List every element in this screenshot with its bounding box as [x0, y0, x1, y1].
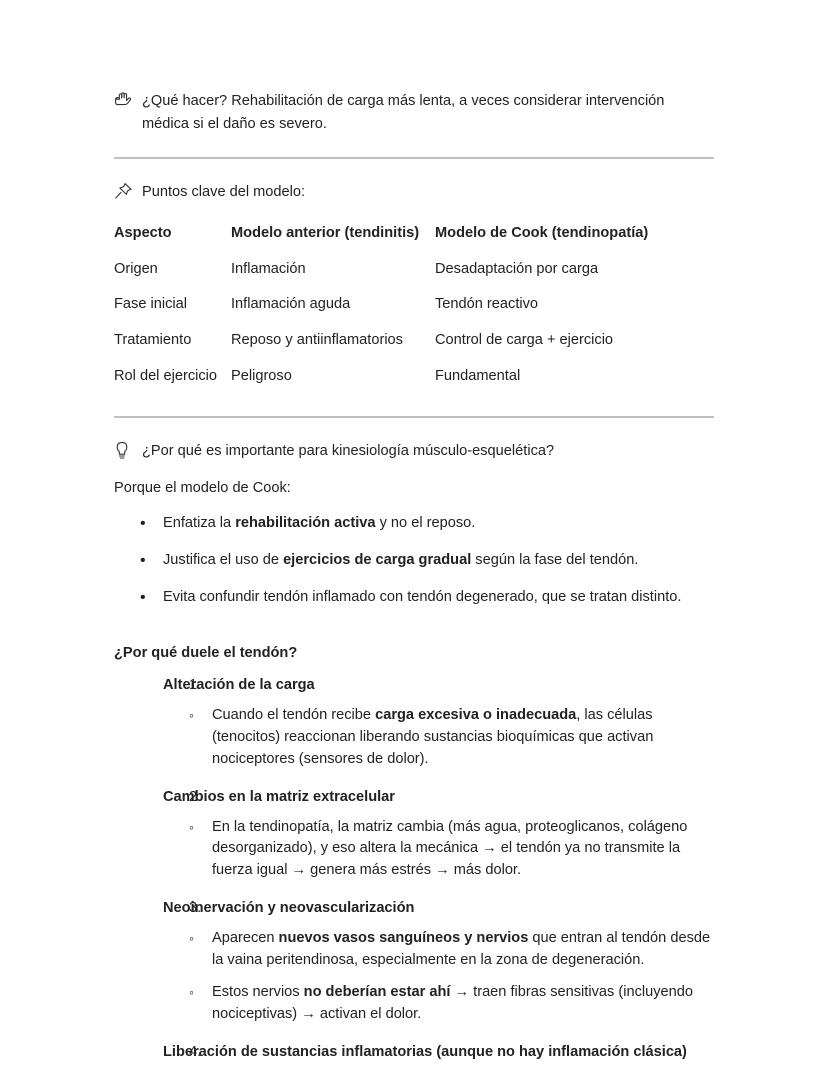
list-item: [114, 675, 714, 771]
importance-heading: ¿Por qué es importante para kinesiología músculo-esquelética?: [142, 443, 555, 460]
table-row: [114, 323, 732, 359]
list-item: [114, 513, 714, 535]
sub-text-pre: Estos nervios: [212, 983, 304, 1000]
document-body: [114, 0, 714, 1064]
numbered-item-title: Liberación de sustancias inflamatorias (aunque no hay inflamación clásica): [163, 1043, 687, 1060]
list-item: [114, 550, 714, 572]
table-cell: Inflamación aguda: [231, 296, 351, 313]
numbered-item-title: Cambios en la matriz extracelular: [163, 788, 395, 805]
sub-list-item: [163, 817, 714, 883]
pain-section-heading: ¿Por qué duele el tendón?: [114, 645, 298, 662]
table-cell: Tendón reactivo: [435, 296, 539, 313]
numbered-item-title: Alteración de la carga: [163, 677, 315, 694]
sub-text-bold: carga excesiva o inadecuada: [375, 706, 577, 723]
sub-list: [163, 705, 714, 771]
key-points-table: [114, 216, 732, 394]
sub-text-pre: Aparecen: [212, 930, 279, 947]
list-item: [114, 898, 714, 1025]
sub-list: [163, 928, 714, 1026]
pain-section-list: [114, 675, 714, 1063]
divider-1: [114, 157, 714, 159]
sub-text-pre: En la tendinopatía, la matriz cambia (más agua, proteoglicanos, colágeno desorganizado), y eso altera la mecánica → el tendón ya no transmite la fuerza igual → genera más estrés → más dolor.: [212, 818, 688, 879]
list-item: [114, 787, 714, 883]
bullet-text-pre: Evita confundir tendón inflamado con tendón degenerado, que se tratan distinto.: [163, 589, 682, 606]
sub-text-post: , las células (tenocitos) reaccionan liberando sustancias bioquímicas que activan nociceptores (sensores de dolor).: [212, 706, 654, 767]
table-header-cell: Modelo de Cook (tendinopatía): [435, 224, 649, 241]
pointing-hand-icon: [114, 91, 136, 110]
numbered-item-title: Neoinervación y neovascularización: [163, 900, 415, 917]
sub-list-item: [163, 982, 714, 1026]
table-header-cell: Aspecto: [114, 224, 172, 241]
table-cell: Fase inicial: [114, 296, 187, 313]
importance-heading-line: [114, 440, 714, 463]
table-header-cell: Modelo anterior (tendinitis): [231, 224, 420, 241]
table-cell: Fundamental: [435, 367, 521, 384]
table-cell: Origen: [114, 260, 158, 277]
table-cell: Desadaptación por carga: [435, 260, 599, 277]
bullet-text-pre: Enfatiza la: [163, 515, 236, 532]
table-cell: Tratamiento: [114, 331, 192, 348]
sub-text-bold: no deberían estar ahí: [303, 983, 451, 1000]
table-cell: Inflamación: [231, 260, 306, 277]
lightbulb-icon: [114, 441, 136, 460]
list-item: [114, 1042, 714, 1064]
table-header-row: [114, 216, 732, 252]
importance-lead: Porque el modelo de Cook:: [114, 479, 291, 496]
key-points-heading-line: [114, 181, 714, 204]
intro-paragraph: [114, 90, 714, 135]
list-item: [114, 587, 714, 609]
sub-text-pre: Cuando el tendón recibe: [212, 706, 376, 723]
sub-text-post: → traen fibras sensitivas (incluyendo nociceptivas) → activan el dolor.: [212, 983, 693, 1022]
pushpin-icon: [114, 182, 136, 201]
table-cell: Peligroso: [231, 367, 292, 384]
table-cell: Reposo y antiinflamatorios: [231, 331, 403, 348]
sub-list-item: [163, 928, 714, 972]
importance-bullet-list: [114, 513, 714, 609]
intro-text: ¿Qué hacer? Rehabilitación de carga más lenta, a veces considerar intervención médica si el daño es severo.: [142, 93, 665, 132]
sub-list: [163, 817, 714, 883]
table-cell: Control de carga + ejercicio: [435, 331, 614, 348]
table-row: [114, 359, 732, 395]
bullet-text-pre: Justifica el uso de: [163, 552, 284, 569]
table-cell: Rol del ejercicio: [114, 367, 218, 384]
table-row: [114, 252, 732, 288]
bullet-text-post: y no el reposo.: [375, 515, 476, 532]
key-points-heading: Puntos clave del modelo:: [142, 184, 306, 201]
sub-list-item: [163, 705, 714, 771]
bullet-text-bold: ejercicios de carga gradual: [283, 552, 472, 569]
sub-text-post: que entran al tendón desde la vaina peritendinosa, especialmente en la zona de degeneración.: [212, 930, 711, 968]
bullet-text-bold: rehabilitación activa: [235, 515, 376, 532]
bullet-text-post: según la fase del tendón.: [471, 552, 639, 569]
sub-text-bold: nuevos vasos sanguíneos y nervios: [278, 930, 529, 947]
divider-2: [114, 416, 714, 418]
table-row: [114, 287, 732, 323]
